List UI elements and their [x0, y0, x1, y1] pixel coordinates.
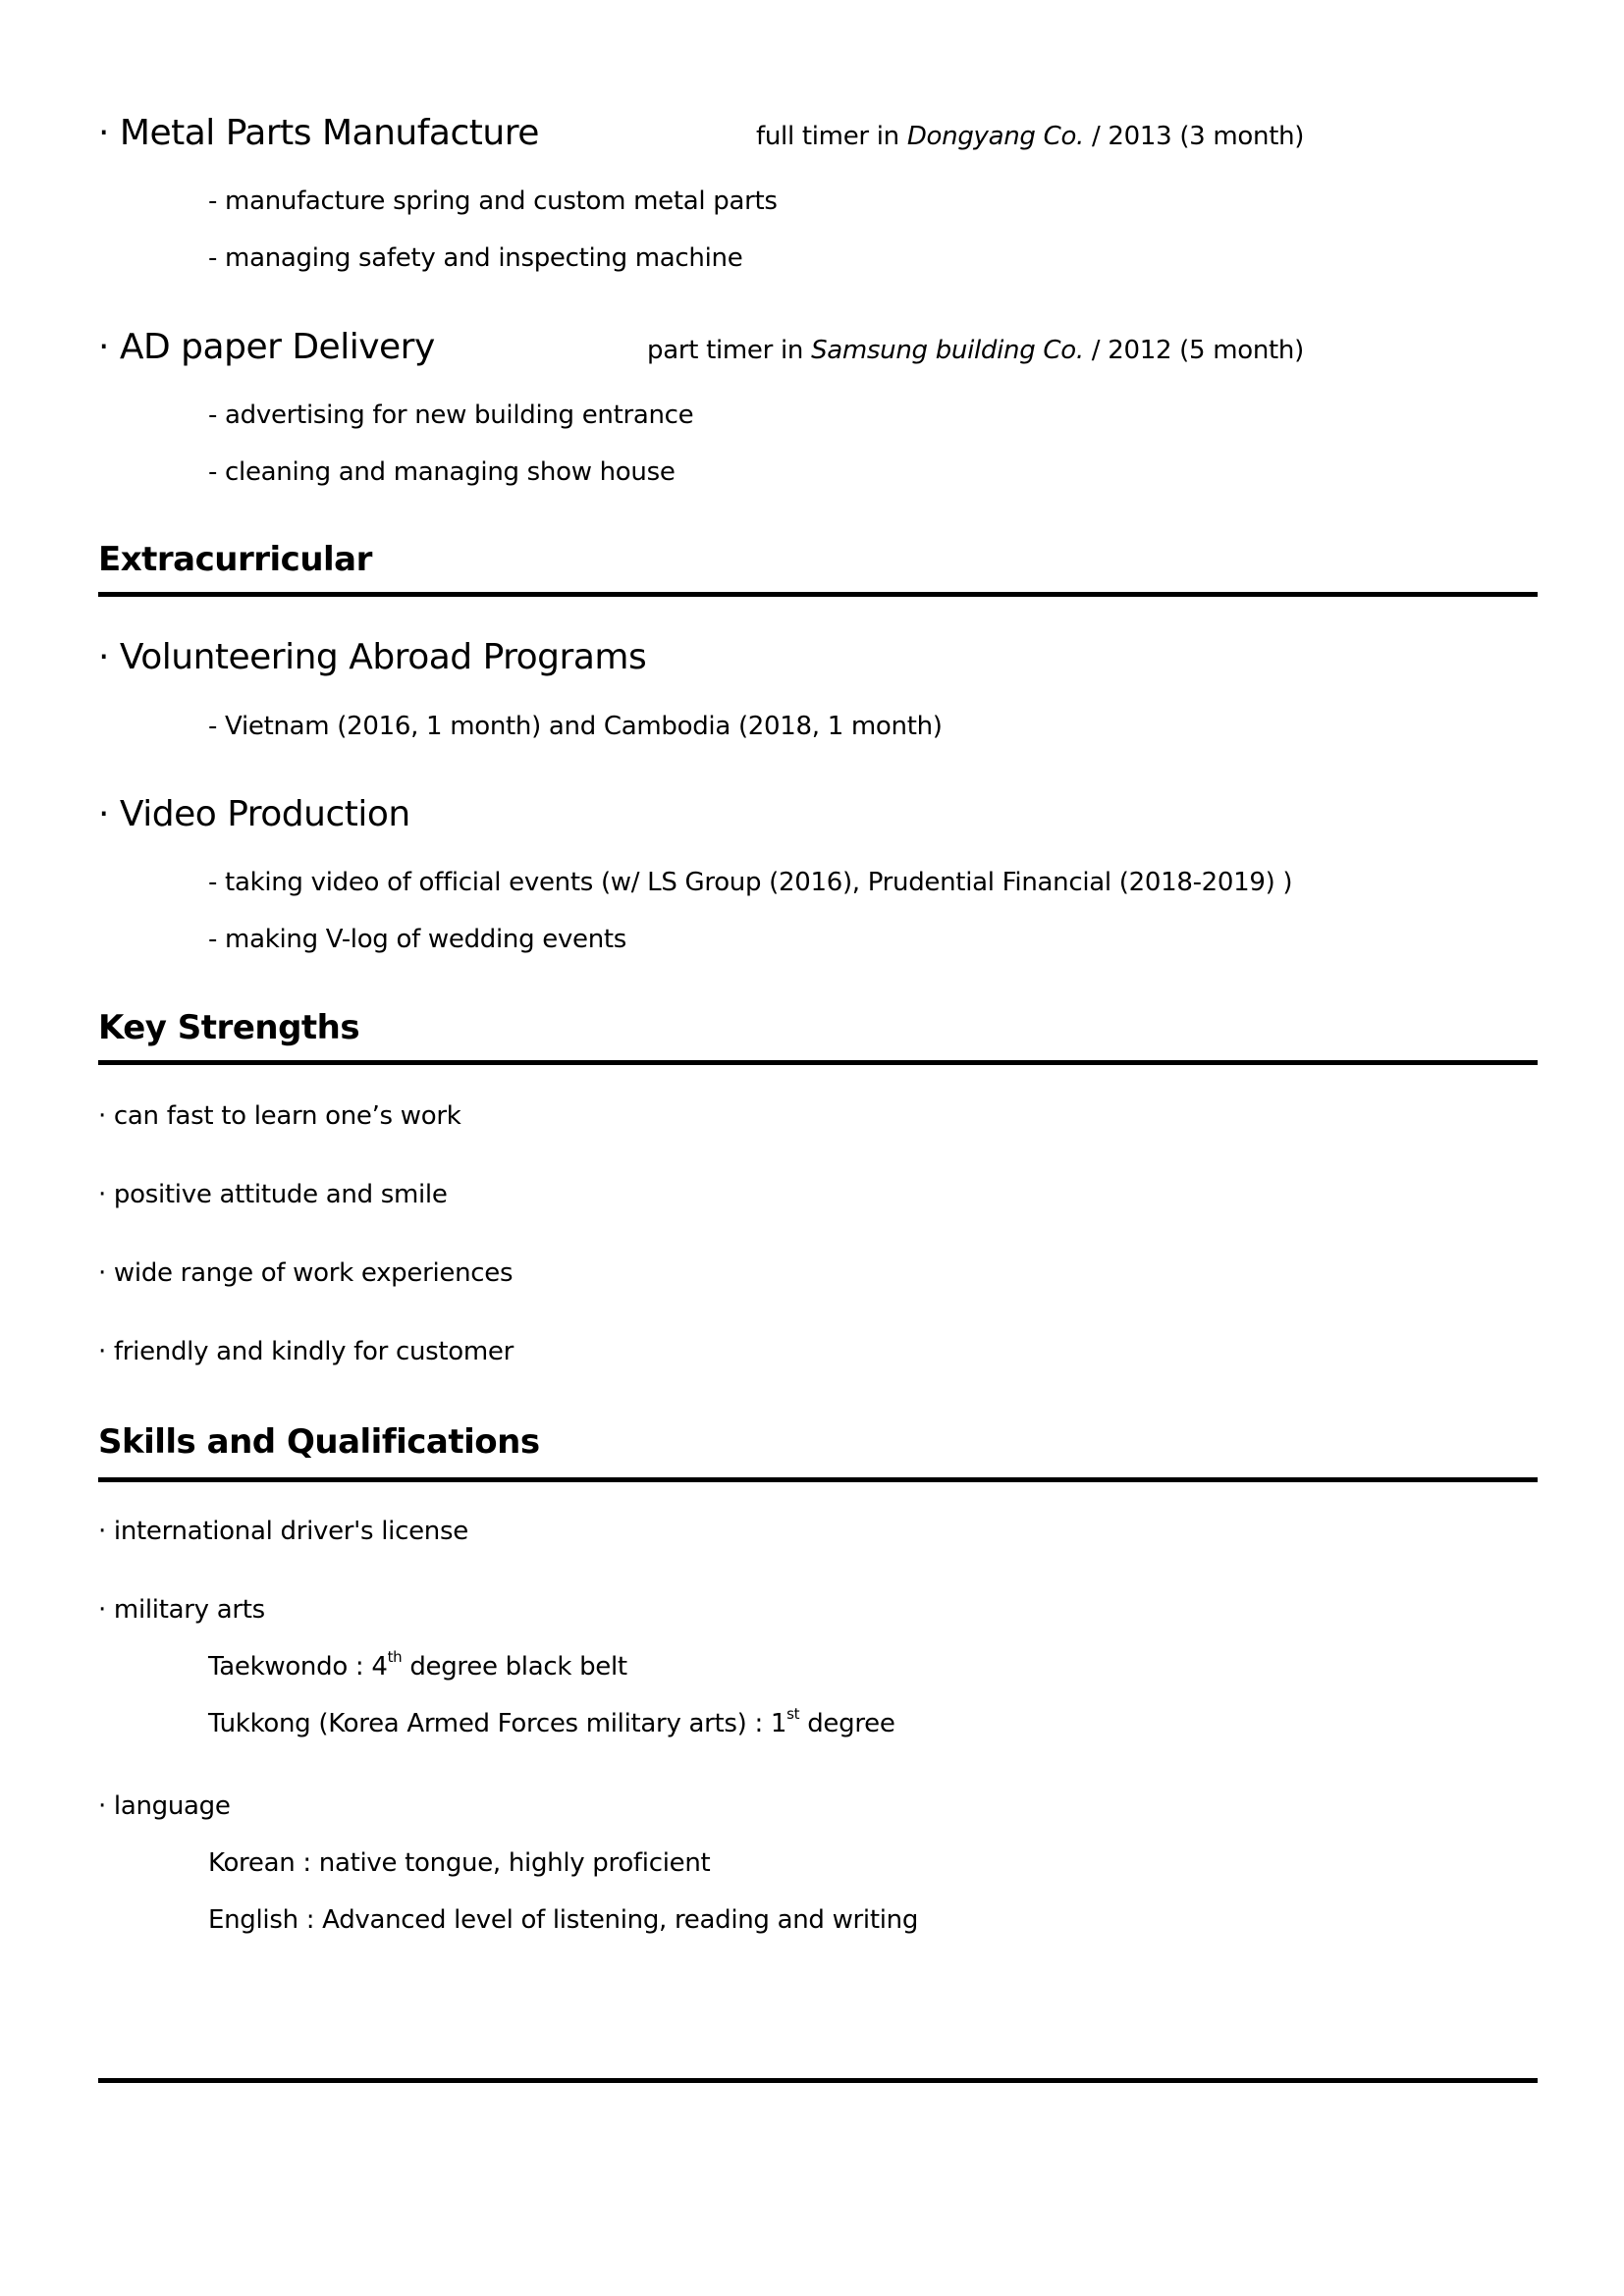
skill-language-english: English : Advanced level of listening, reading and writing	[208, 1905, 919, 1935]
tukkong-ordinal: st	[786, 1705, 800, 1723]
strength-item: · positive attitude and smile	[98, 1180, 448, 1209]
footer-divider	[98, 2078, 1538, 2083]
job-period: / 2013 (3 month)	[1084, 122, 1305, 151]
section-divider	[98, 1477, 1538, 1482]
skill-language-korean: Korean : native tongue, highly proficient	[208, 1848, 711, 1878]
taekwondo-prefix: Taekwondo : 4	[208, 1652, 388, 1682]
strength-item: · wide range of work experiences	[98, 1258, 514, 1288]
job-period: / 2012 (5 month)	[1083, 336, 1304, 365]
skill-taekwondo	[208, 1648, 627, 1682]
skill-military-arts-label: · military arts	[98, 1595, 265, 1625]
section-heading-key-strengths: Key Strengths	[98, 1008, 360, 1047]
taekwondo-suffix: degree black belt	[402, 1652, 627, 1682]
taekwondo-ordinal: th	[387, 1648, 403, 1666]
skill-tukkong	[208, 1705, 895, 1738]
job-role: part timer in	[647, 336, 812, 365]
strength-item: · friendly and kindly for customer	[98, 1337, 514, 1366]
job-detail: - cleaning and managing show house	[208, 457, 676, 487]
job-detail: - manufacture spring and custom metal parts	[208, 187, 778, 216]
extracurricular-detail: - Vietnam (2016, 1 month) and Cambodia (2018, 1 month)	[208, 712, 943, 741]
section-divider	[98, 592, 1538, 597]
job-detail: - advertising for new building entrance	[208, 400, 694, 430]
extracurricular-detail: - making V-log of wedding events	[208, 925, 627, 954]
job-detail: - managing safety and inspecting machine	[208, 243, 743, 273]
job-title-metal-parts: · Metal Parts Manufacture	[98, 113, 539, 153]
job-meta-metal-parts	[756, 124, 1304, 149]
job-company: Samsung building Co.	[811, 336, 1084, 365]
tukkong-prefix: Tukkong (Korea Armed Forces military arts) : 1	[208, 1709, 787, 1738]
tukkong-suffix: degree	[799, 1709, 895, 1738]
extracurricular-detail: - taking video of official events (w/ LS Group (2016), Prudential Financial (2018-2019) )	[208, 868, 1293, 897]
job-meta-ad-paper	[647, 338, 1304, 363]
strength-item: · can fast to learn one’s work	[98, 1101, 461, 1131]
job-company: Dongyang Co.	[906, 122, 1085, 151]
section-heading-extracurricular: Extracurricular	[98, 540, 372, 579]
skill-license: · international driver's license	[98, 1517, 468, 1546]
job-title-ad-paper: · AD paper Delivery	[98, 327, 435, 367]
extracurricular-title: · Video Production	[98, 794, 410, 834]
extracurricular-title: · Volunteering Abroad Programs	[98, 637, 647, 677]
skill-language-label: · language	[98, 1791, 231, 1821]
section-heading-skills: Skills and Qualifications	[98, 1422, 540, 1462]
section-divider	[98, 1060, 1538, 1065]
job-role: full timer in	[756, 122, 907, 151]
